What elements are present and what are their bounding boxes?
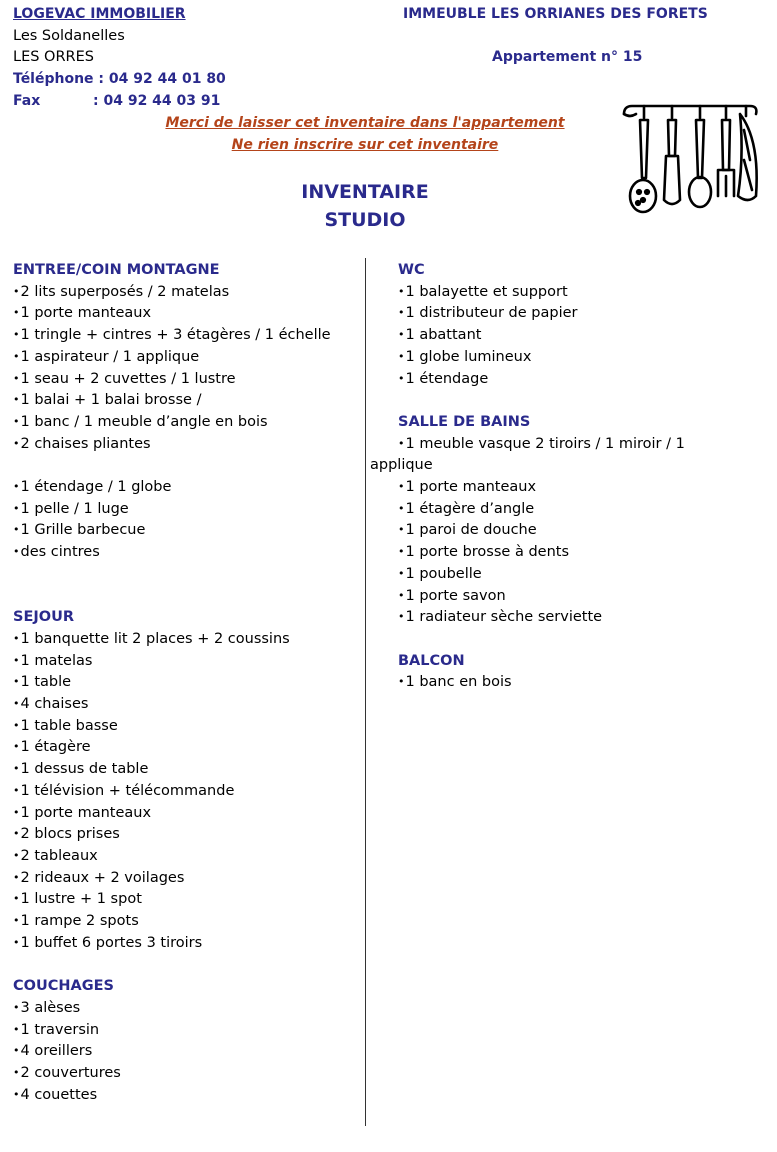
title-block <box>0 178 730 234</box>
list-item: • 1 abattant <box>370 325 770 347</box>
list-item: • 2 rideaux + 2 voilages <box>13 868 358 890</box>
page-subtitle: STUDIO <box>324 209 406 231</box>
list-item: • 1 étagère <box>13 737 358 759</box>
building-name: IMMEUBLE LES ORRIANES DES FORETS <box>403 6 708 22</box>
list-item: • 1 banc / 1 meuble d’angle en bois <box>13 412 358 434</box>
list-item: • 1 Grille barbecue <box>13 520 358 542</box>
section-heading-wc: WC <box>398 262 425 278</box>
list-item: • 4 couettes <box>13 1085 358 1107</box>
notice-line-1: Merci de laisser cet inventaire dans l'appartement <box>165 115 565 131</box>
list-item: • 1 meuble vasque 2 tiroirs / 1 miroir / 1 <box>370 434 770 456</box>
list-item: • 1 buffet 6 portes 3 tiroirs <box>13 933 358 955</box>
section-heading-salle-de-bains: SALLE DE BAINS <box>398 413 531 430</box>
list-item: • 1 pelle / 1 luge <box>13 499 358 521</box>
list-item: • 1 aspirateur / 1 applique <box>13 347 358 369</box>
list-item: • 1 télévision + télécommande <box>13 781 358 803</box>
agency-block <box>13 4 226 113</box>
address-line-1: Les Soldanelles <box>13 27 125 44</box>
list-item-continuation: applique <box>370 457 433 474</box>
section-heading-entree: ENTREE/COIN MONTAGNE <box>13 262 220 278</box>
left-column <box>13 260 358 1106</box>
list-item: • 1 étendage <box>370 369 770 391</box>
list-item: • 1 table <box>13 672 358 694</box>
list-item: • 1 porte brosse à dents <box>370 542 770 564</box>
list-item: • 1 porte manteaux <box>13 803 358 825</box>
list-item: • 1 banc en bois <box>370 672 770 694</box>
list-item: • 1 traversin <box>13 1020 358 1042</box>
apartment-number: Appartement n° 15 <box>492 49 643 65</box>
list-item: • 2 tableaux <box>13 846 358 868</box>
list-item: • 3 alèses <box>13 998 358 1020</box>
list-item: • 1 lustre + 1 spot <box>13 889 358 911</box>
list-item: • 1 poubelle <box>370 564 770 586</box>
list-item: • 1 radiateur sèche serviette <box>370 607 770 629</box>
list-item: • 2 lits superposés / 2 matelas <box>13 282 358 304</box>
section-heading-couchages: COUCHAGES <box>13 978 114 995</box>
notice-line-2: Ne rien inscrire sur cet inventaire <box>231 136 499 153</box>
list-item: • 2 blocs prises <box>13 824 358 846</box>
section-heading-balcon: BALCON <box>398 652 465 669</box>
company-name: LOGEVAC IMMOBILIER <box>13 6 186 22</box>
page-title: INVENTAIRE <box>301 181 429 203</box>
list-item: • 1 paroi de douche <box>370 520 770 542</box>
list-item: • 4 chaises <box>13 694 358 716</box>
list-item: • des cintres <box>13 542 358 564</box>
list-item: • 1 étendage / 1 globe <box>13 477 358 499</box>
notice-block <box>0 113 730 156</box>
right-column <box>370 260 770 694</box>
list-item: • 1 globe lumineux <box>370 347 770 369</box>
list-item: • 1 balayette et support <box>370 282 770 304</box>
fax-label: Fax <box>13 92 41 109</box>
list-item: • 1 rampe 2 spots <box>13 911 358 933</box>
list-item: • 1 porte manteaux <box>370 477 770 499</box>
fax-line <box>13 91 226 113</box>
list-item: • 1 dessus de table <box>13 759 358 781</box>
list-item: • 1 banquette lit 2 places + 2 coussins <box>13 629 358 651</box>
list-item: • 1 seau + 2 cuvettes / 1 lustre <box>13 369 358 391</box>
list-item: • 1 tringle + cintres + 3 étagères / 1 échelle <box>13 325 358 347</box>
list-item: • 1 porte savon <box>370 586 770 608</box>
list-item: • 1 étagère d’angle <box>370 499 770 521</box>
list-item: • 1 balai + 1 balai brosse / <box>13 390 358 412</box>
phone-line: Téléphone : 04 92 44 01 80 <box>13 71 226 88</box>
column-divider <box>365 258 366 1126</box>
list-item: • 1 table basse <box>13 716 358 738</box>
address-line-2: LES ORRES <box>13 49 94 66</box>
fax-value: : 04 92 44 03 91 <box>93 92 221 109</box>
list-item: • 2 chaises pliantes <box>13 434 358 456</box>
list-item: • 1 porte manteaux <box>13 303 358 325</box>
list-item: • 4 oreillers <box>13 1041 358 1063</box>
list-item: • 2 couvertures <box>13 1063 358 1085</box>
section-heading-sejour: SEJOUR <box>13 609 75 626</box>
list-item: • 1 matelas <box>13 651 358 673</box>
list-item: • 1 distributeur de papier <box>370 303 770 325</box>
